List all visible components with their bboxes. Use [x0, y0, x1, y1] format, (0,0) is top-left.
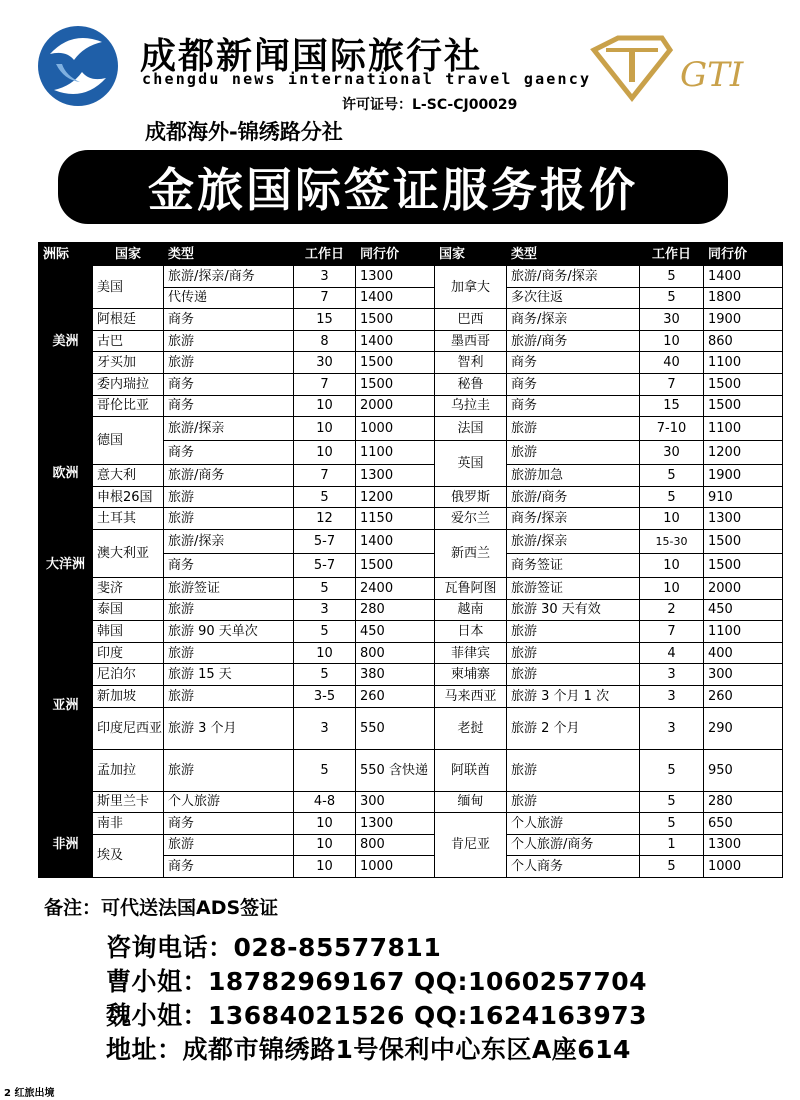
- type-cell: 商务: [164, 309, 294, 331]
- country-cell: 瓦鲁阿图: [435, 577, 507, 599]
- country-cell: 英国: [435, 441, 507, 487]
- days-cell: 5: [640, 749, 704, 791]
- type-cell: 旅游 90 天单次: [164, 621, 294, 643]
- type-cell: 旅游 3 个月 1 次: [507, 685, 640, 707]
- type-cell: 商务: [507, 352, 640, 374]
- price-cell: 400: [704, 642, 783, 664]
- table-row: [39, 352, 783, 374]
- price-cell: 2000: [356, 395, 435, 417]
- country-cell: 智利: [435, 352, 507, 374]
- table-row: [39, 791, 783, 813]
- type-cell: 旅游: [507, 441, 640, 465]
- price-cell: 1800: [704, 287, 783, 309]
- country-cell: 越南: [435, 599, 507, 621]
- price-cell: 1900: [704, 465, 783, 487]
- price-cell: 2400: [356, 577, 435, 599]
- table-row: [39, 813, 783, 835]
- table-row: [39, 417, 783, 441]
- days-cell: 10: [640, 508, 704, 530]
- country-cell: 斯里兰卡: [93, 791, 164, 813]
- price-cell: 1000: [356, 856, 435, 878]
- price-cell: 1200: [704, 441, 783, 465]
- type-cell: 旅游/商务: [507, 330, 640, 352]
- price-cell: 1500: [356, 373, 435, 395]
- type-cell: 旅游/商务: [164, 465, 294, 487]
- price-cell: 280: [704, 791, 783, 813]
- type-cell: 旅游/探亲/商务: [164, 266, 294, 288]
- days-cell: 7: [640, 373, 704, 395]
- country-cell: 菲律宾: [435, 642, 507, 664]
- type-cell: 旅游 3 个月: [164, 707, 294, 749]
- header-cell: 类型: [164, 243, 294, 266]
- days-cell: 15: [640, 395, 704, 417]
- table-row: [39, 486, 783, 508]
- continent-africa: 非洲: [39, 813, 93, 878]
- days-cell: 3: [640, 685, 704, 707]
- days-cell: 4-8: [294, 791, 356, 813]
- price-cell: 1400: [356, 330, 435, 352]
- country-cell: 意大利: [93, 465, 164, 487]
- price-cell: 910: [704, 486, 783, 508]
- days-cell: 30: [640, 309, 704, 331]
- days-cell: 3: [640, 664, 704, 686]
- days-cell: 5: [640, 813, 704, 835]
- country-cell: 印度: [93, 642, 164, 664]
- type-cell: 旅游: [507, 664, 640, 686]
- price-cell: 450: [704, 599, 783, 621]
- type-cell: 代传递: [164, 287, 294, 309]
- country-cell: 韩国: [93, 621, 164, 643]
- days-cell: 10: [640, 553, 704, 577]
- table-row: [39, 707, 783, 749]
- visa-price-table: [38, 242, 783, 878]
- continent-asia: 亚洲: [39, 599, 93, 813]
- country-cell: 俄罗斯: [435, 486, 507, 508]
- days-cell: 7: [294, 287, 356, 309]
- price-cell: 1300: [356, 465, 435, 487]
- type-cell: 旅游: [164, 508, 294, 530]
- continent-oceania: 大洋洲: [39, 529, 93, 599]
- type-cell: 旅游: [507, 749, 640, 791]
- type-cell: 个人旅游/商务: [507, 834, 640, 856]
- price-cell: 1500: [356, 553, 435, 577]
- days-cell: 2: [640, 599, 704, 621]
- title-banner: [58, 150, 728, 224]
- table-row: [39, 309, 783, 331]
- type-cell: 旅游: [164, 749, 294, 791]
- price-cell: 1100: [704, 417, 783, 441]
- type-cell: 旅游: [164, 834, 294, 856]
- type-cell: 旅游/商务/探亲: [507, 266, 640, 288]
- days-cell: 15-30: [640, 529, 704, 553]
- type-cell: 旅游签证: [507, 577, 640, 599]
- days-cell: 10: [294, 813, 356, 835]
- price-cell: 1500: [356, 352, 435, 374]
- days-cell: 5: [640, 856, 704, 878]
- days-cell: 3: [294, 599, 356, 621]
- type-cell: 旅游 15 天: [164, 664, 294, 686]
- table-row: [39, 508, 783, 530]
- price-cell: 1200: [356, 486, 435, 508]
- days-cell: 7-10: [640, 417, 704, 441]
- country-cell: 爱尔兰: [435, 508, 507, 530]
- remark-note: 备注：可代送法国ADS签证: [44, 897, 279, 919]
- table-row: [39, 621, 783, 643]
- type-cell: 商务: [164, 856, 294, 878]
- country-cell: 阿根廷: [93, 309, 164, 331]
- type-cell: 旅游: [507, 642, 640, 664]
- consult-phone: 咨询电话：028-85577811: [106, 933, 442, 962]
- page-title: 金旅国际签证服务报价: [148, 163, 638, 217]
- days-cell: 3: [294, 707, 356, 749]
- table-header-row: [39, 243, 783, 266]
- price-cell: 1400: [704, 266, 783, 288]
- country-cell: 泰国: [93, 599, 164, 621]
- header-cell: 同行价: [356, 243, 435, 266]
- price-cell: 1100: [704, 352, 783, 374]
- country-cell: 加拿大: [435, 266, 507, 309]
- type-cell: 旅游 30 天有效: [507, 599, 640, 621]
- days-cell: 5-7: [294, 529, 356, 553]
- header-cell: 洲际: [39, 243, 93, 266]
- price-cell: 1100: [356, 441, 435, 465]
- type-cell: 商务: [164, 373, 294, 395]
- table-row: [39, 529, 783, 553]
- type-cell: 多次往返: [507, 287, 640, 309]
- type-cell: 个人旅游: [164, 791, 294, 813]
- days-cell: 10: [640, 330, 704, 352]
- days-cell: 5: [640, 465, 704, 487]
- license-number: 许可证号：L-SC-CJ00029: [342, 97, 518, 113]
- days-cell: 5: [294, 749, 356, 791]
- country-cell: 古巴: [93, 330, 164, 352]
- price-cell: 1500: [704, 529, 783, 553]
- country-cell: 孟加拉: [93, 749, 164, 791]
- price-cell: 1500: [704, 553, 783, 577]
- country-cell: 埃及: [93, 834, 164, 877]
- table-row: [39, 834, 783, 856]
- price-cell: 2000: [704, 577, 783, 599]
- country-cell: 日本: [435, 621, 507, 643]
- type-cell: 商务/探亲: [507, 508, 640, 530]
- type-cell: 商务: [164, 553, 294, 577]
- type-cell: 旅游: [507, 791, 640, 813]
- type-cell: 旅游: [164, 642, 294, 664]
- country-cell: 澳大利亚: [93, 529, 164, 577]
- gti-logo-text: GTI: [680, 55, 744, 95]
- days-cell: 30: [294, 352, 356, 374]
- days-cell: 5: [294, 664, 356, 686]
- price-cell: 1400: [356, 529, 435, 553]
- price-cell: 550: [356, 707, 435, 749]
- country-cell: 马来西亚: [435, 685, 507, 707]
- days-cell: 5: [640, 287, 704, 309]
- header: [0, 0, 800, 150]
- price-cell: 380: [356, 664, 435, 686]
- country-cell: 哥伦比亚: [93, 395, 164, 417]
- contact-wei: 魏小姐：13684021526 QQ:1624163973: [106, 1001, 648, 1030]
- days-cell: 7: [294, 373, 356, 395]
- globe-logo-icon: [36, 24, 120, 108]
- table-row: [39, 749, 783, 791]
- days-cell: 1: [640, 834, 704, 856]
- table-row: [39, 577, 783, 599]
- type-cell: 旅游/探亲: [507, 529, 640, 553]
- header-cell: 工作日: [640, 243, 704, 266]
- type-cell: 旅游: [164, 330, 294, 352]
- days-cell: 30: [640, 441, 704, 465]
- days-cell: 10: [294, 642, 356, 664]
- table-row: [39, 330, 783, 352]
- days-cell: 5: [640, 266, 704, 288]
- header-cell: 工作日: [294, 243, 356, 266]
- days-cell: 5: [294, 621, 356, 643]
- type-cell: 商务/探亲: [507, 309, 640, 331]
- days-cell: 5: [294, 577, 356, 599]
- country-cell: 柬埔寨: [435, 664, 507, 686]
- days-cell: 3-5: [294, 685, 356, 707]
- days-cell: 15: [294, 309, 356, 331]
- price-cell: 860: [704, 330, 783, 352]
- continent-americas: 美洲: [39, 266, 93, 417]
- country-cell: 南非: [93, 813, 164, 835]
- header-cell: 国家: [435, 243, 507, 266]
- price-cell: 260: [704, 685, 783, 707]
- country-cell: 秘鲁: [435, 373, 507, 395]
- price-cell: 450: [356, 621, 435, 643]
- type-cell: 旅游: [164, 486, 294, 508]
- days-cell: 10: [294, 395, 356, 417]
- type-cell: 旅游/商务: [507, 486, 640, 508]
- days-cell: 3: [294, 266, 356, 288]
- price-cell: 950: [704, 749, 783, 791]
- header-cell: 同行价: [704, 243, 783, 266]
- price-cell: 1300: [356, 813, 435, 835]
- type-cell: 商务: [164, 395, 294, 417]
- org-name: 成都新闻国际旅行社: [140, 36, 483, 77]
- country-cell: 老挝: [435, 707, 507, 749]
- table-row: [39, 685, 783, 707]
- days-cell: 5: [640, 486, 704, 508]
- table-row: [39, 465, 783, 487]
- type-cell: 旅游/探亲: [164, 417, 294, 441]
- header-cell: 国家: [93, 243, 164, 266]
- days-cell: 3: [640, 707, 704, 749]
- price-cell: 260: [356, 685, 435, 707]
- country-cell: 牙买加: [93, 352, 164, 374]
- country-cell: 德国: [93, 417, 164, 465]
- table-row: [39, 266, 783, 288]
- price-cell: 800: [356, 642, 435, 664]
- table-row: [39, 373, 783, 395]
- type-cell: 旅游 2 个月: [507, 707, 640, 749]
- country-cell: 土耳其: [93, 508, 164, 530]
- price-cell: 1100: [704, 621, 783, 643]
- days-cell: 4: [640, 642, 704, 664]
- country-cell: 巴西: [435, 309, 507, 331]
- country-cell: 新西兰: [435, 529, 507, 577]
- country-cell: 缅甸: [435, 791, 507, 813]
- gti-logo-icon: [588, 32, 766, 106]
- price-cell: 1400: [356, 287, 435, 309]
- country-cell: 墨西哥: [435, 330, 507, 352]
- price-cell: 1300: [704, 508, 783, 530]
- price-cell: 290: [704, 707, 783, 749]
- type-cell: 旅游签证: [164, 577, 294, 599]
- country-cell: 法国: [435, 417, 507, 441]
- days-cell: 10: [640, 577, 704, 599]
- days-cell: 10: [294, 441, 356, 465]
- price-cell: 650: [704, 813, 783, 835]
- country-cell: 肯尼亚: [435, 813, 507, 878]
- price-cell: 300: [704, 664, 783, 686]
- header-cell: 类型: [507, 243, 640, 266]
- price-cell: 1500: [356, 309, 435, 331]
- type-cell: 旅游: [164, 685, 294, 707]
- country-cell: 美国: [93, 266, 164, 309]
- continent-europe: 欧洲: [39, 417, 93, 530]
- type-cell: 旅游加急: [507, 465, 640, 487]
- days-cell: 12: [294, 508, 356, 530]
- price-cell: 1500: [704, 395, 783, 417]
- table-row: [39, 599, 783, 621]
- table-row: [39, 664, 783, 686]
- country-cell: 委内瑞拉: [93, 373, 164, 395]
- country-cell: 印度尼西亚: [93, 707, 164, 749]
- days-cell: 10: [294, 834, 356, 856]
- country-cell: 乌拉圭: [435, 395, 507, 417]
- price-cell: 550 含快递: [356, 749, 435, 791]
- price-cell: 1000: [356, 417, 435, 441]
- days-cell: 5: [640, 791, 704, 813]
- type-cell: 商务: [507, 395, 640, 417]
- page-footer: 2 红旅出境: [4, 1088, 55, 1099]
- type-cell: 旅游: [164, 352, 294, 374]
- price-cell: 280: [356, 599, 435, 621]
- price-cell: 1150: [356, 508, 435, 530]
- contact-cao: 曹小姐：18782969167 QQ:1060257704: [106, 967, 648, 996]
- country-cell: 尼泊尔: [93, 664, 164, 686]
- type-cell: 旅游: [507, 417, 640, 441]
- branch-name: 成都海外-锦绣路分社: [145, 120, 343, 144]
- days-cell: 5: [294, 486, 356, 508]
- type-cell: 商务: [164, 813, 294, 835]
- days-cell: 40: [640, 352, 704, 374]
- country-cell: 斐济: [93, 577, 164, 599]
- type-cell: 旅游: [164, 599, 294, 621]
- type-cell: 个人商务: [507, 856, 640, 878]
- country-cell: 申根26国: [93, 486, 164, 508]
- type-cell: 商务: [164, 441, 294, 465]
- price-cell: 1900: [704, 309, 783, 331]
- days-cell: 7: [294, 465, 356, 487]
- org-english-name: chengdu news international travel gaency: [142, 70, 592, 88]
- address: 地址：成都市锦绣路1号保利中心东区A座614: [106, 1035, 631, 1064]
- price-cell: 1300: [356, 266, 435, 288]
- country-cell: 阿联酋: [435, 749, 507, 791]
- type-cell: 商务签证: [507, 553, 640, 577]
- type-cell: 商务: [507, 373, 640, 395]
- days-cell: 10: [294, 856, 356, 878]
- days-cell: 10: [294, 417, 356, 441]
- days-cell: 5-7: [294, 553, 356, 577]
- type-cell: 旅游/探亲: [164, 529, 294, 553]
- price-cell: 300: [356, 791, 435, 813]
- price-cell: 1500: [704, 373, 783, 395]
- type-cell: 个人旅游: [507, 813, 640, 835]
- country-cell: 新加坡: [93, 685, 164, 707]
- table-row: [39, 395, 783, 417]
- table-row: [39, 642, 783, 664]
- type-cell: 旅游: [507, 621, 640, 643]
- days-cell: 7: [640, 621, 704, 643]
- price-cell: 800: [356, 834, 435, 856]
- days-cell: 8: [294, 330, 356, 352]
- price-cell: 1000: [704, 856, 783, 878]
- price-cell: 1300: [704, 834, 783, 856]
